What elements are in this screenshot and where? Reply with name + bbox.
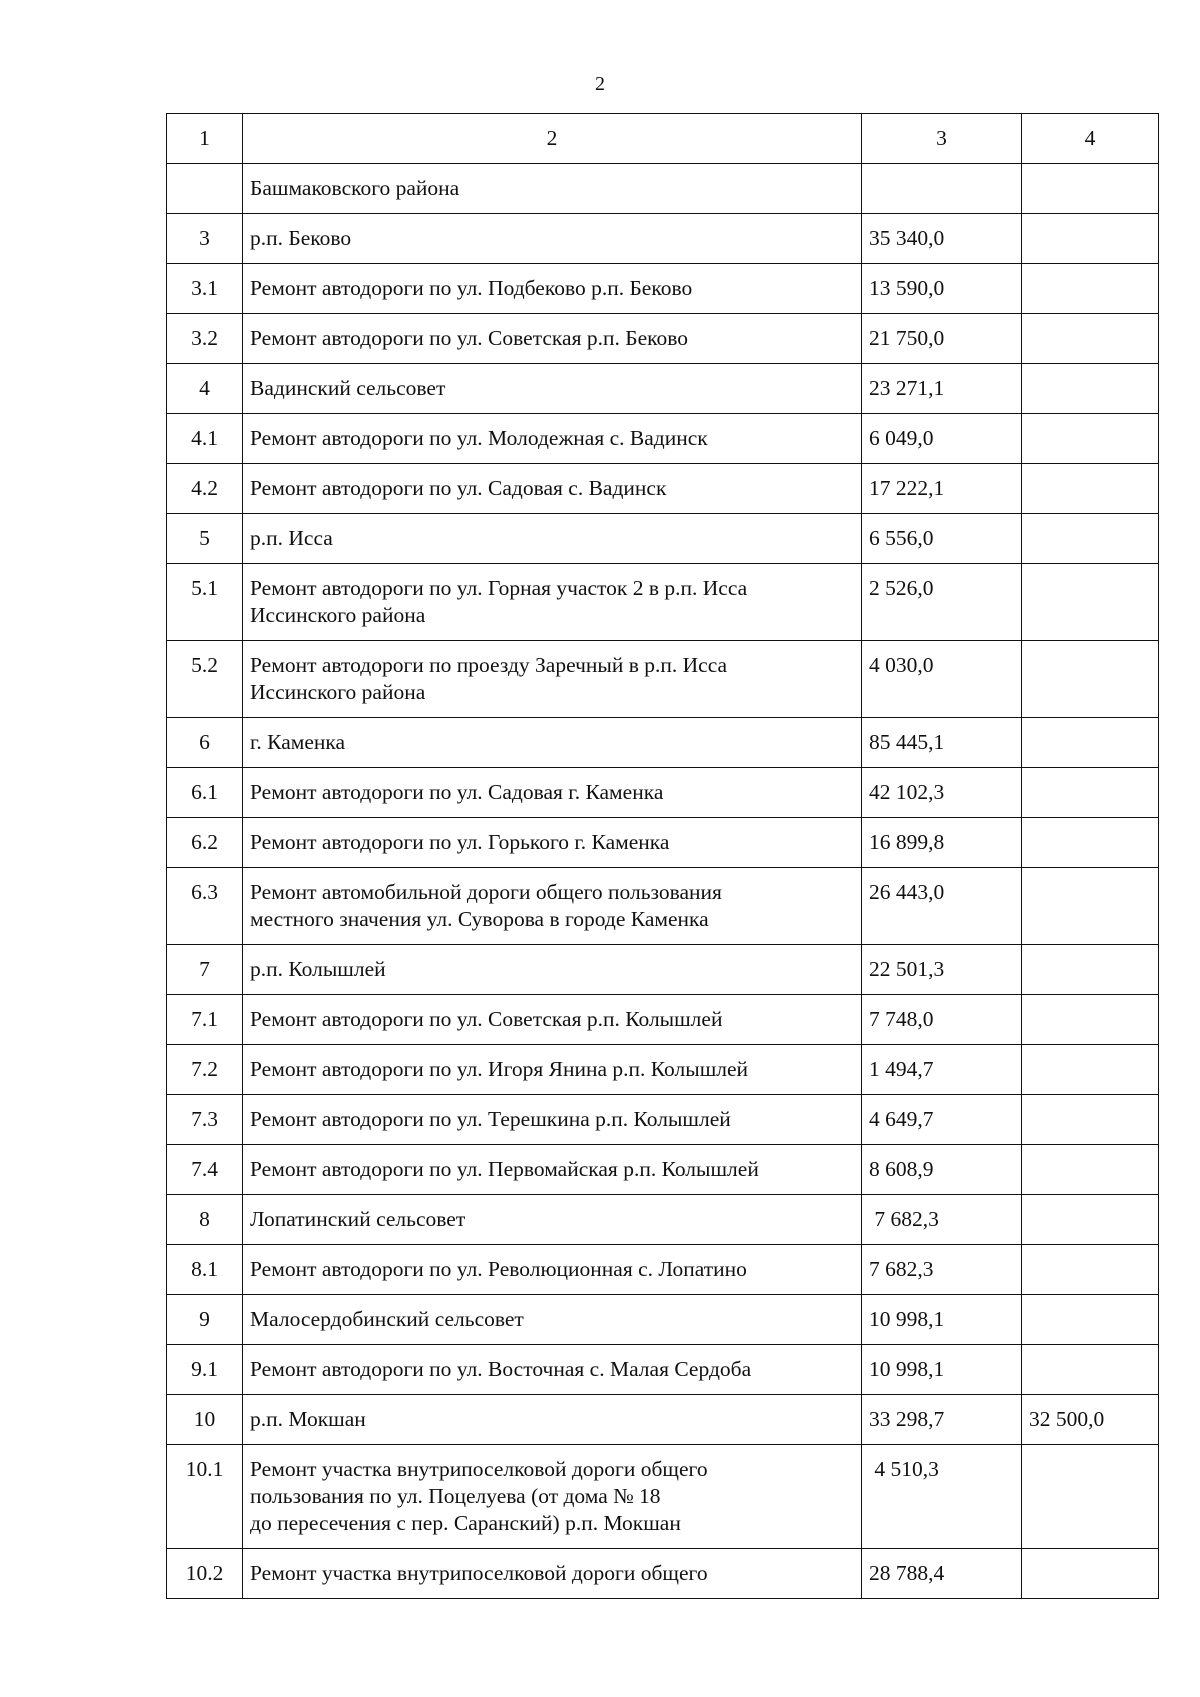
table-row [167, 1195, 1159, 1245]
row-name [243, 945, 862, 995]
row-value-col4 [1022, 1345, 1159, 1395]
row-number: 4.1 [167, 414, 243, 464]
row-value-col3: 6 556,0 [862, 514, 1022, 564]
row-number: 10 [167, 1395, 243, 1445]
header-row [167, 114, 1159, 164]
row-number: 7.4 [167, 1145, 243, 1195]
row-name-line: местного значения ул. Суворова в городе Каменка [250, 907, 709, 931]
row-number: 10.2 [167, 1549, 243, 1599]
row-number: 8.1 [167, 1245, 243, 1295]
table-row [167, 995, 1159, 1045]
row-value-col4 [1022, 768, 1159, 818]
row-value-col4 [1022, 1295, 1159, 1345]
row-number: 5.1 [167, 564, 243, 641]
table-row [167, 414, 1159, 464]
row-name-line: Ремонт автодороги по ул. Терешкина р.п. Колышлей [250, 1107, 731, 1131]
row-name-line: Ремонт автодороги по ул. Садовая с. Вадинск [250, 476, 667, 500]
budget-table [166, 113, 1159, 1599]
table-body [167, 114, 1159, 1599]
row-value-col3: 4 510,3 [862, 1445, 1022, 1549]
row-name-line: Ремонт участка внутрипоселковой дороги общего [250, 1457, 708, 1481]
row-value-col4 [1022, 364, 1159, 414]
row-name [243, 164, 862, 214]
row-value-col4 [1022, 718, 1159, 768]
table-row [167, 464, 1159, 514]
row-name [243, 464, 862, 514]
row-value-col3: 28 788,4 [862, 1549, 1022, 1599]
row-name-line: пользования по ул. Поцелуева (от дома № 18 [250, 1484, 661, 1508]
row-name-line: Ремонт автодороги по ул. Игоря Янина р.п. Колышлей [250, 1057, 749, 1081]
row-value-col4: 32 500,0 [1022, 1395, 1159, 1445]
row-name [243, 768, 862, 818]
row-name-line: Ремонт автодороги по ул. Восточная с. Малая Сердоба [250, 1357, 752, 1381]
row-name-line: р.п. Колышлей [250, 957, 386, 981]
row-name-line: Башмаковского района [250, 176, 460, 200]
row-number: 6 [167, 718, 243, 768]
row-name-line: Вадинский сельсовет [250, 376, 446, 400]
row-number: 7.1 [167, 995, 243, 1045]
row-value-col3: 13 590,0 [862, 264, 1022, 314]
row-name-line: Ремонт автодороги по ул. Горького г. Каменка [250, 830, 670, 854]
row-number: 7.3 [167, 1095, 243, 1145]
row-name [243, 868, 862, 945]
row-number: 9.1 [167, 1345, 243, 1395]
row-value-col4 [1022, 1445, 1159, 1549]
table-row [167, 314, 1159, 364]
row-value-col4 [1022, 868, 1159, 945]
row-name [243, 1195, 862, 1245]
row-value-col3: 8 608,9 [862, 1145, 1022, 1195]
row-value-col4 [1022, 214, 1159, 264]
row-value-col3: 23 271,1 [862, 364, 1022, 414]
row-name-line: Ремонт участка внутрипоселковой дороги общего [250, 1561, 708, 1585]
row-value-col4 [1022, 1549, 1159, 1599]
row-value-col4 [1022, 1145, 1159, 1195]
row-name [243, 641, 862, 718]
table-row [167, 564, 1159, 641]
row-name-line: Ремонт автодороги по ул. Подбеково р.п. Беково [250, 276, 693, 300]
table-row [167, 1549, 1159, 1599]
table-row [167, 818, 1159, 868]
row-number: 6.1 [167, 768, 243, 818]
row-name [243, 995, 862, 1045]
row-number: 6.3 [167, 868, 243, 945]
row-number: 5.2 [167, 641, 243, 718]
row-name-line: Ремонт автодороги по проезду Заречный в р.п. Исса [250, 653, 728, 677]
table-row [167, 264, 1159, 314]
row-name [243, 514, 862, 564]
row-number [167, 164, 243, 214]
row-value-col4 [1022, 514, 1159, 564]
row-name-line: р.п. Исса [250, 526, 333, 550]
row-value-col4 [1022, 995, 1159, 1045]
row-value-col3: 22 501,3 [862, 945, 1022, 995]
row-value-col4 [1022, 945, 1159, 995]
row-name [243, 1445, 862, 1549]
header-cell-2: 2 [243, 114, 862, 164]
row-name [243, 818, 862, 868]
row-value-col3: 7 682,3 [862, 1245, 1022, 1295]
row-name [243, 414, 862, 464]
row-value-col3: 26 443,0 [862, 868, 1022, 945]
row-value-col3: 4 649,7 [862, 1095, 1022, 1145]
table-row [167, 1095, 1159, 1145]
row-value-col4 [1022, 314, 1159, 364]
row-value-col3: 6 049,0 [862, 414, 1022, 464]
row-value-col4 [1022, 414, 1159, 464]
row-value-col4 [1022, 1195, 1159, 1245]
row-number: 3.1 [167, 264, 243, 314]
table-row [167, 945, 1159, 995]
row-value-col4 [1022, 564, 1159, 641]
row-number: 5 [167, 514, 243, 564]
table-row [167, 1295, 1159, 1345]
table-row [167, 768, 1159, 818]
row-name-line: р.п. Мокшан [250, 1407, 366, 1431]
table-row [167, 164, 1159, 214]
header-cell-1: 1 [167, 114, 243, 164]
table-row [167, 1245, 1159, 1295]
row-number: 7 [167, 945, 243, 995]
row-value-col3: 1 494,7 [862, 1045, 1022, 1095]
table-row [167, 514, 1159, 564]
row-value-col4 [1022, 264, 1159, 314]
row-number: 4.2 [167, 464, 243, 514]
row-name-line: Ремонт автодороги по ул. Первомайская р.п. Колышлей [250, 1157, 759, 1181]
row-value-col3: 10 998,1 [862, 1295, 1022, 1345]
row-number: 9 [167, 1295, 243, 1345]
row-name-line: Ремонт автодороги по ул. Садовая г. Каменка [250, 780, 664, 804]
row-name [243, 1145, 862, 1195]
table-row [167, 214, 1159, 264]
table-row [167, 1345, 1159, 1395]
row-name-line: Ремонт автодороги по ул. Революционная с. Лопатино [250, 1257, 747, 1281]
row-name [243, 1245, 862, 1295]
row-name-line: Ремонт автодороги по ул. Горная участок 2 в р.п. Исса [250, 576, 748, 600]
row-number: 7.2 [167, 1045, 243, 1095]
table-row [167, 1395, 1159, 1445]
row-name-line: Ремонт автомобильной дороги общего пользования [250, 880, 722, 904]
row-name [243, 1095, 862, 1145]
row-name [243, 718, 862, 768]
row-number: 3 [167, 214, 243, 264]
row-number: 6.2 [167, 818, 243, 868]
row-value-col3: 10 998,1 [862, 1345, 1022, 1395]
row-value-col3: 2 526,0 [862, 564, 1022, 641]
row-value-col3: 21 750,0 [862, 314, 1022, 364]
row-value-col3: 4 030,0 [862, 641, 1022, 718]
row-name [243, 1549, 862, 1599]
row-value-col3: 85 445,1 [862, 718, 1022, 768]
row-value-col3 [862, 164, 1022, 214]
row-value-col4 [1022, 1095, 1159, 1145]
row-value-col3: 7 748,0 [862, 995, 1022, 1045]
page-number: 2 [595, 73, 605, 95]
row-name-line: Малосердобинский сельсовет [250, 1307, 524, 1331]
row-name-line: г. Каменка [250, 730, 346, 754]
row-name [243, 314, 862, 364]
row-number: 3.2 [167, 314, 243, 364]
row-name-line: Иссинского района [250, 603, 426, 627]
row-number: 8 [167, 1195, 243, 1245]
row-name [243, 1345, 862, 1395]
table-row [167, 641, 1159, 718]
row-name-line: Лопатинский сельсовет [250, 1207, 466, 1231]
row-value-col3: 35 340,0 [862, 214, 1022, 264]
row-value-col4 [1022, 641, 1159, 718]
row-name [243, 364, 862, 414]
row-number: 4 [167, 364, 243, 414]
row-name [243, 1295, 862, 1345]
row-value-col3: 33 298,7 [862, 1395, 1022, 1445]
table-row [167, 718, 1159, 768]
row-name-line: Ремонт автодороги по ул. Советская р.п. Колышлей [250, 1007, 723, 1031]
row-name-line: Ремонт автодороги по ул. Молодежная с. Вадинск [250, 426, 708, 450]
row-name [243, 214, 862, 264]
row-value-col3: 17 222,1 [862, 464, 1022, 514]
row-value-col3: 42 102,3 [862, 768, 1022, 818]
header-cell-3: 3 [862, 114, 1022, 164]
row-number: 10.1 [167, 1445, 243, 1549]
row-value-col4 [1022, 818, 1159, 868]
row-name-line: Иссинского района [250, 680, 426, 704]
row-value-col3: 16 899,8 [862, 818, 1022, 868]
table-row [167, 1145, 1159, 1195]
row-name [243, 564, 862, 641]
table-row [167, 364, 1159, 414]
row-value-col4 [1022, 164, 1159, 214]
row-name [243, 1395, 862, 1445]
table-row [167, 1445, 1159, 1549]
row-value-col4 [1022, 1045, 1159, 1095]
row-name [243, 1045, 862, 1095]
table-row [167, 868, 1159, 945]
row-name-line: р.п. Беково [250, 226, 352, 250]
row-value-col3: 7 682,3 [862, 1195, 1022, 1245]
row-name-line: Ремонт автодороги по ул. Советская р.п. Беково [250, 326, 688, 350]
header-cell-4: 4 [1022, 114, 1159, 164]
row-value-col4 [1022, 464, 1159, 514]
row-value-col4 [1022, 1245, 1159, 1295]
row-name-line: до пересечения с пер. Саранский) р.п. Мокшан [250, 1511, 681, 1535]
table-row [167, 1045, 1159, 1095]
row-name [243, 264, 862, 314]
